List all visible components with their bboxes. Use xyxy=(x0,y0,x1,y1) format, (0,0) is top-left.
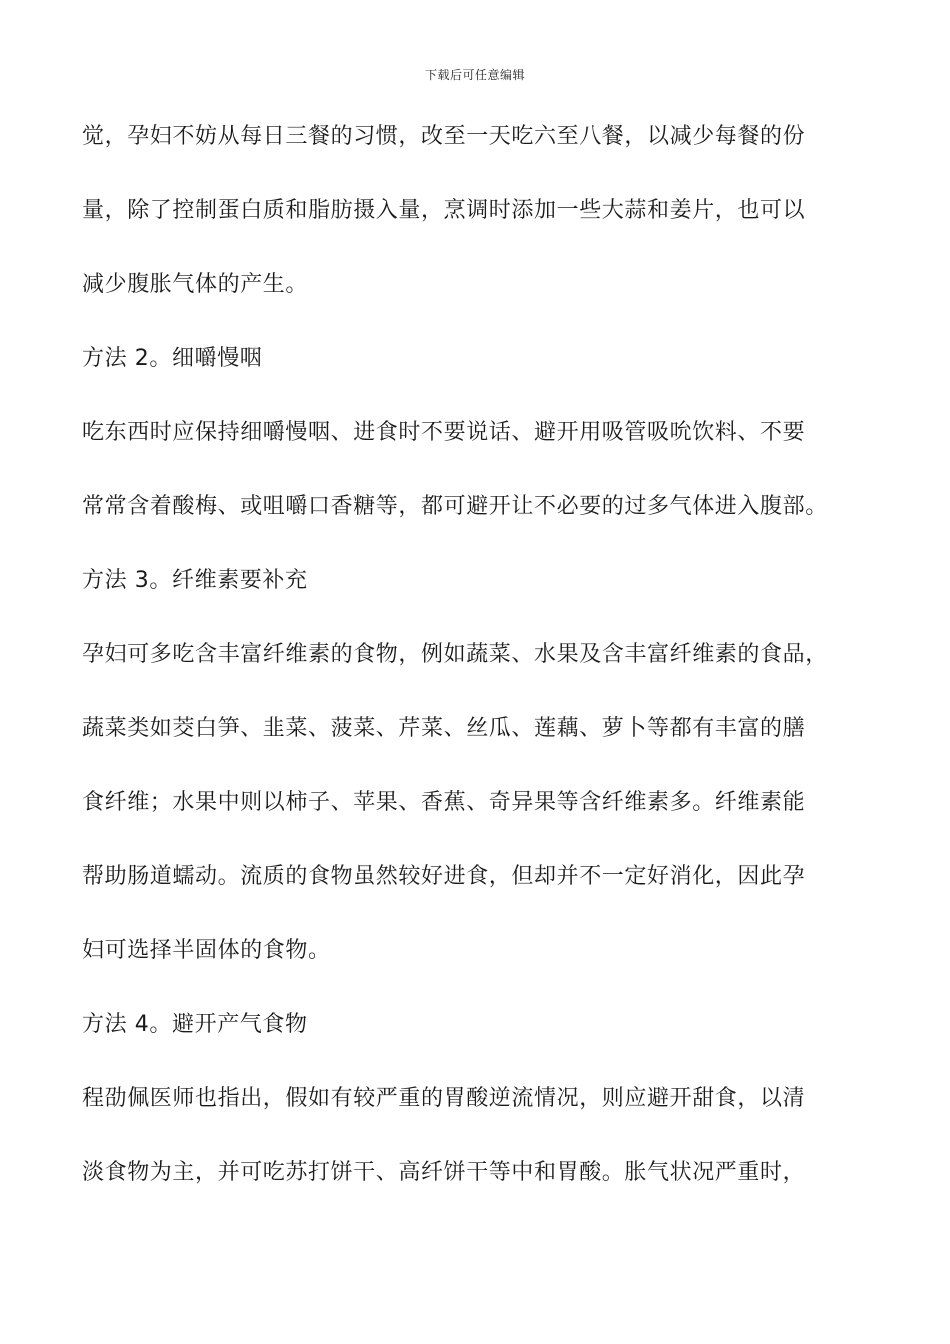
paragraph-line: 淡食物为主，并可吃苏打饼干、高纤饼干等中和胃酸。胀气状况严重时， xyxy=(82,1160,806,1185)
section-heading: 方法 2。细嚼慢咽 xyxy=(82,346,263,371)
paragraph-line: 常常含着酸梅、或咀嚼口香糖等，都可避开让不必要的过多气体进入腹部。 xyxy=(82,494,828,519)
paragraph-line: 帮助肠道蠕动。流质的食物虽然较好进食，但却并不一定好消化，因此孕 xyxy=(82,864,806,889)
paragraph-line: 量，除了控制蛋白质和脂肪摄入量，烹调时添加一些大蒜和姜片，也可以 xyxy=(82,198,806,223)
paragraph-line: 减少腹胀气体的产生。 xyxy=(82,272,309,297)
paragraph-line: 觉，孕妇不妨从每日三餐的习惯，改至一天吃六至八餐，以减少每餐的份 xyxy=(82,124,806,149)
section-heading: 方法 4。避开产气食物 xyxy=(82,1012,308,1037)
paragraph-line: 蔬菜类如茭白笋、韭菜、菠菜、芹菜、丝瓜、莲藕、萝卜等都有丰富的膳 xyxy=(82,716,806,741)
paragraph-line: 吃东西时应保持细嚼慢咽、进食时不要说话、避开用吸管吸吮饮料、不要 xyxy=(82,420,806,445)
paragraph-line: 孕妇可多吃含丰富纤维素的食物，例如蔬菜、水果及含丰富纤维素的食品， xyxy=(82,642,828,667)
paragraph-line: 妇可选择半固体的食物。 xyxy=(82,938,331,963)
page-header: 下载后可任意编辑 xyxy=(424,68,525,82)
section-heading: 方法 3。纤维素要补充 xyxy=(82,568,308,593)
paragraph-line: 程劭佩医师也指出，假如有较严重的胃酸逆流情况，则应避开甜食，以清 xyxy=(82,1086,806,1111)
document-body xyxy=(82,118,882,1228)
paragraph-line: 食纤维；水果中则以柿子、苹果、香蕉、奇异果等含纤维素多。纤维素能 xyxy=(82,790,806,815)
